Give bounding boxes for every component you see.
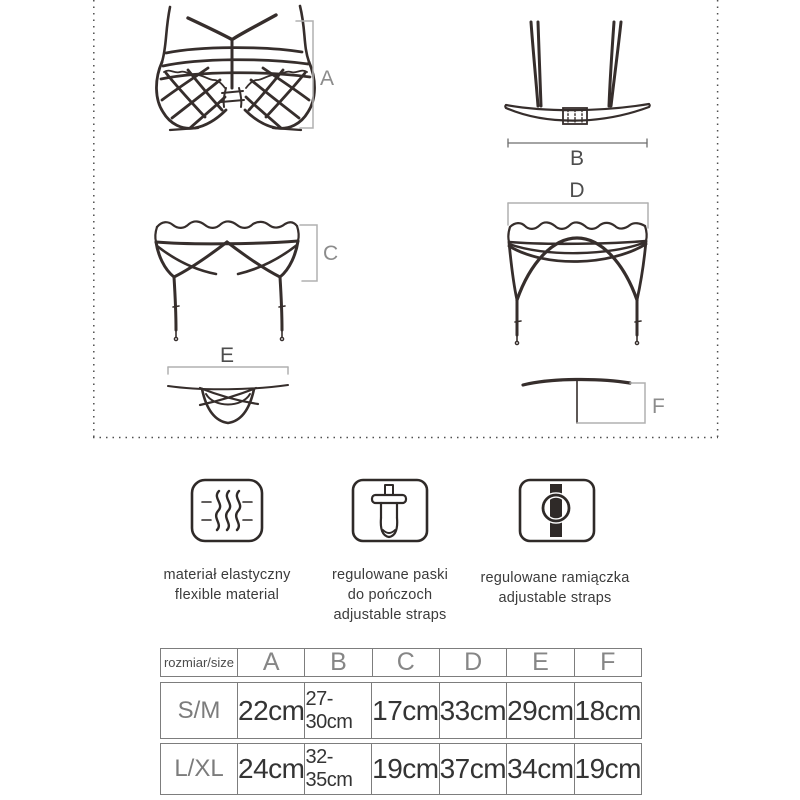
measure-label-d: D bbox=[569, 179, 585, 202]
measure-bracket-c bbox=[300, 225, 317, 281]
measure-label-b: B bbox=[569, 147, 585, 170]
feature-label-garter-straps bbox=[300, 565, 480, 625]
cell-lxl-b: 32-35cm bbox=[304, 744, 371, 794]
feature-line: adjustable straps bbox=[333, 607, 447, 623]
header-cell-c: C bbox=[372, 649, 439, 676]
measure-label-c: C bbox=[323, 242, 339, 265]
cell-sm-b: 27-30cm bbox=[304, 683, 371, 738]
size-table-header-row bbox=[160, 648, 642, 677]
header-cell-f: F bbox=[574, 649, 641, 676]
cell-lxl-a: 24cm bbox=[237, 744, 304, 794]
size-table-row-sm bbox=[160, 682, 642, 739]
row-size-label: L/XL bbox=[174, 755, 224, 782]
feature-line: flexible material bbox=[174, 587, 280, 603]
feature-line: materiał elastyczny bbox=[163, 567, 291, 583]
cell-lxl-d: 37cm bbox=[439, 744, 506, 794]
adjustable-strap-icon bbox=[517, 478, 597, 544]
cell-sm-f: 18cm bbox=[574, 683, 641, 738]
measure-line-b bbox=[508, 139, 647, 147]
header-cell-size: rozmiar/size bbox=[163, 655, 235, 670]
measure-bracket-e bbox=[168, 367, 288, 374]
size-table-row-lxl bbox=[160, 743, 642, 795]
measure-label-e: E bbox=[219, 344, 235, 367]
header-cell-b: B bbox=[304, 649, 371, 676]
header-cell-e: E bbox=[506, 649, 573, 676]
measure-bracket-d bbox=[508, 203, 648, 228]
feature-label-adjustable-straps bbox=[460, 568, 650, 608]
row-size-label: S/M bbox=[177, 696, 221, 724]
header-cell-d: D bbox=[439, 649, 506, 676]
garter-belt-front-sketch bbox=[150, 213, 350, 360]
feature-line: regulowane ramiączka bbox=[480, 570, 630, 586]
measure-label-f: F bbox=[652, 395, 665, 418]
feature-line: do pończoch bbox=[347, 587, 433, 603]
elastic-material-icon bbox=[190, 478, 264, 544]
bra-front-sketch bbox=[150, 0, 335, 142]
strap-sketch bbox=[510, 368, 675, 438]
cell-lxl-e: 34cm bbox=[506, 744, 573, 794]
cell-lxl-f: 19cm bbox=[574, 744, 641, 794]
garter-belt-back-sketch bbox=[495, 178, 675, 360]
feature-line: adjustable straps bbox=[498, 590, 612, 606]
cell-lxl-c: 19cm bbox=[371, 744, 438, 794]
cell-sm-c: 17cm bbox=[371, 683, 438, 738]
cell-sm-d: 33cm bbox=[439, 683, 506, 738]
measure-label-a: A bbox=[320, 67, 335, 90]
cell-sm-a: 22cm bbox=[237, 683, 304, 738]
measure-bracket-f bbox=[577, 383, 645, 423]
panties-sketch bbox=[158, 344, 303, 433]
cell-sm-e: 29cm bbox=[506, 683, 573, 738]
bra-band-sketch bbox=[495, 10, 670, 168]
feature-label-elastic bbox=[137, 565, 317, 605]
feature-line: regulowane paski bbox=[331, 567, 449, 583]
garter-clip-icon bbox=[350, 478, 430, 544]
header-cell-a: A bbox=[237, 649, 304, 676]
